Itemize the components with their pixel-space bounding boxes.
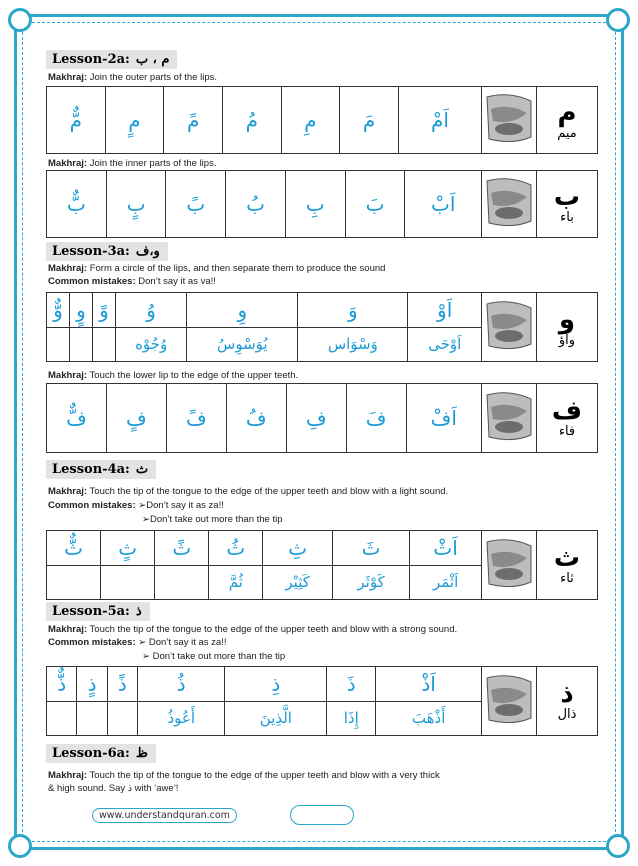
makhraj-note-2: & high sound. Say ذ with ‘awe’! (48, 783, 179, 794)
cell: بً (166, 171, 226, 238)
empty-cell (77, 701, 107, 736)
cell: مِ (281, 87, 340, 154)
empty-cell (155, 565, 209, 600)
lesson-heading (46, 242, 168, 261)
letter-cell: ب باء (537, 171, 598, 238)
mouth-diagram (482, 293, 537, 362)
word-cell: اَثْمَر (410, 565, 482, 600)
letter-cell: ف فاء (537, 384, 598, 453)
cell: مٍ (105, 87, 164, 154)
empty-cell (47, 565, 101, 600)
cell: ذً (107, 667, 137, 702)
makhraj-note: Makhraj: Join the outer parts of the lips. (48, 72, 217, 83)
cell: بُ (226, 171, 286, 238)
lesson-title: Lesson-3a: (52, 244, 130, 259)
mistakes-note-2: ➢Don’t take out more than the tip (142, 514, 283, 525)
cell: فٍ (106, 384, 166, 453)
cell: ثُ (209, 531, 263, 566)
lesson-title: Lesson-4a: (52, 462, 130, 477)
cell: ثِ (263, 531, 333, 566)
mouth-diagram (482, 171, 537, 238)
cell: ذَ (327, 667, 376, 702)
word-cell: وُجُوْه (115, 327, 186, 362)
makhraj-note: Makhraj: Join the inner parts of the lips. (48, 158, 217, 169)
mistakes-note: Common mistakes: ➢ Don’t say it as za!! (48, 637, 227, 648)
cell: ذٌّ (47, 667, 77, 702)
cell: ثَ (332, 531, 409, 566)
cell: وٌّ (47, 293, 70, 328)
waw-table (46, 292, 598, 362)
cell: مً (164, 87, 223, 154)
empty-cell (92, 327, 115, 362)
corner-ornament (8, 834, 32, 858)
lesson-letters: م ، ب (135, 52, 170, 67)
word-cell: أَعُوذُ (138, 701, 225, 736)
makhraj-note: Makhraj: Form a circle of the lips, and then separate them to produce the sound (48, 263, 386, 274)
word-cell: ثُمَّ (209, 565, 263, 600)
cell: مَ (340, 87, 399, 154)
cell: فٌّ (47, 384, 107, 453)
faa-table (46, 383, 598, 453)
word-cell: كَثِيْر (263, 565, 333, 600)
lesson-heading (46, 744, 156, 763)
mouth-icon (483, 175, 535, 229)
page-number-pill (290, 805, 354, 825)
cell: ثً (155, 531, 209, 566)
cell: وُ (115, 293, 186, 328)
cell: مٌّ (47, 87, 106, 154)
empty-cell (101, 565, 155, 600)
mistakes-note: Common mistakes: ➢Don’t say it as za!! (48, 500, 224, 511)
empty-cell (69, 327, 92, 362)
cell: ذٍ (77, 667, 107, 702)
cell: ثٍ (101, 531, 155, 566)
corner-ornament (606, 834, 630, 858)
empty-cell (47, 701, 77, 736)
cell: ثٌّ (47, 531, 101, 566)
word-cell: يُوَسْوِسُ (187, 327, 298, 362)
corner-ornament (8, 8, 32, 32)
cell: فً (166, 384, 226, 453)
makhraj-note: Makhraj: Touch the tip of the tongue to the edge of the upper teeth and blow with a strong sound. (48, 624, 458, 635)
cell: مُ (222, 87, 281, 154)
cell: بَ (345, 171, 405, 238)
letter-cell: ث ثاء (537, 531, 598, 600)
lesson-title: Lesson-2a: (52, 52, 130, 67)
lesson-heading (46, 460, 156, 479)
lesson-letters: ظ (135, 746, 148, 761)
cell: فَ (346, 384, 406, 453)
lesson-title: Lesson-6a: (52, 746, 130, 761)
mouth-icon (483, 91, 535, 145)
cell: وٍ (69, 293, 92, 328)
footer-url[interactable]: www.understandquran.com (92, 808, 237, 823)
word-cell: الَّذِينَ (225, 701, 327, 736)
lesson-title: Lesson-5a: (52, 604, 130, 619)
cell: وَ (298, 293, 408, 328)
meem-table (46, 86, 598, 154)
word-cell: كَوْثَر (332, 565, 409, 600)
mistakes-note-2: ➢ Don’t take out more than the tip (142, 651, 286, 662)
cell: بٍ (106, 171, 166, 238)
cell: فُ (226, 384, 286, 453)
dhaal-table (46, 666, 598, 736)
letter-cell: م ميم (537, 87, 598, 154)
cell: وً (92, 293, 115, 328)
mistakes-note: Common mistakes: Don’t say it as va!! (48, 276, 216, 287)
cell: اَبْ (405, 171, 482, 238)
cell: اَذْ (376, 667, 482, 702)
mouth-icon (483, 298, 535, 352)
mouth-icon (483, 672, 535, 726)
letter-cell: ذ ذال (537, 667, 598, 736)
cell: فِ (286, 384, 346, 453)
cell: اَثْ (410, 531, 482, 566)
cell: اَمْ (398, 87, 481, 154)
mouth-diagram (482, 531, 537, 600)
corner-ornament (606, 8, 630, 32)
mouth-icon (483, 389, 535, 443)
lesson-letters: ذ (135, 604, 142, 619)
lesson-letters: ث (135, 462, 149, 477)
lesson-heading (46, 602, 150, 621)
makhraj-note: Makhraj: Touch the lower lip to the edge of the upper teeth. (48, 370, 299, 381)
mouth-diagram (482, 384, 537, 453)
cell: وِ (187, 293, 298, 328)
mouth-diagram (482, 667, 537, 736)
word-cell: وَسْوَاس (298, 327, 408, 362)
cell: ذُ (138, 667, 225, 702)
cell: بِ (285, 171, 345, 238)
cell: بٌّ (47, 171, 107, 238)
makhraj-note: Makhraj: Touch the tip of the tongue to the edge of the upper teeth and blow with a light sound. (48, 486, 449, 497)
lesson-letters: و،ف (135, 244, 160, 259)
mouth-icon (483, 536, 535, 590)
cell: اَفْ (406, 384, 481, 453)
lesson-heading (46, 50, 177, 69)
mouth-diagram (482, 87, 537, 154)
cell: اَوْ (408, 293, 482, 328)
word-cell: أَذْهَبَ (376, 701, 482, 736)
word-cell: إِذَا (327, 701, 376, 736)
word-cell: اَوْحَى (408, 327, 482, 362)
baa-table (46, 170, 598, 238)
letter-cell: و واؤ (537, 293, 598, 362)
empty-cell (107, 701, 137, 736)
empty-cell (47, 327, 70, 362)
thaa-table (46, 530, 598, 600)
cell: ذِ (225, 667, 327, 702)
makhraj-note: Makhraj: Touch the tip of the tongue to the edge of the upper teeth and blow with a very thick (48, 770, 440, 781)
